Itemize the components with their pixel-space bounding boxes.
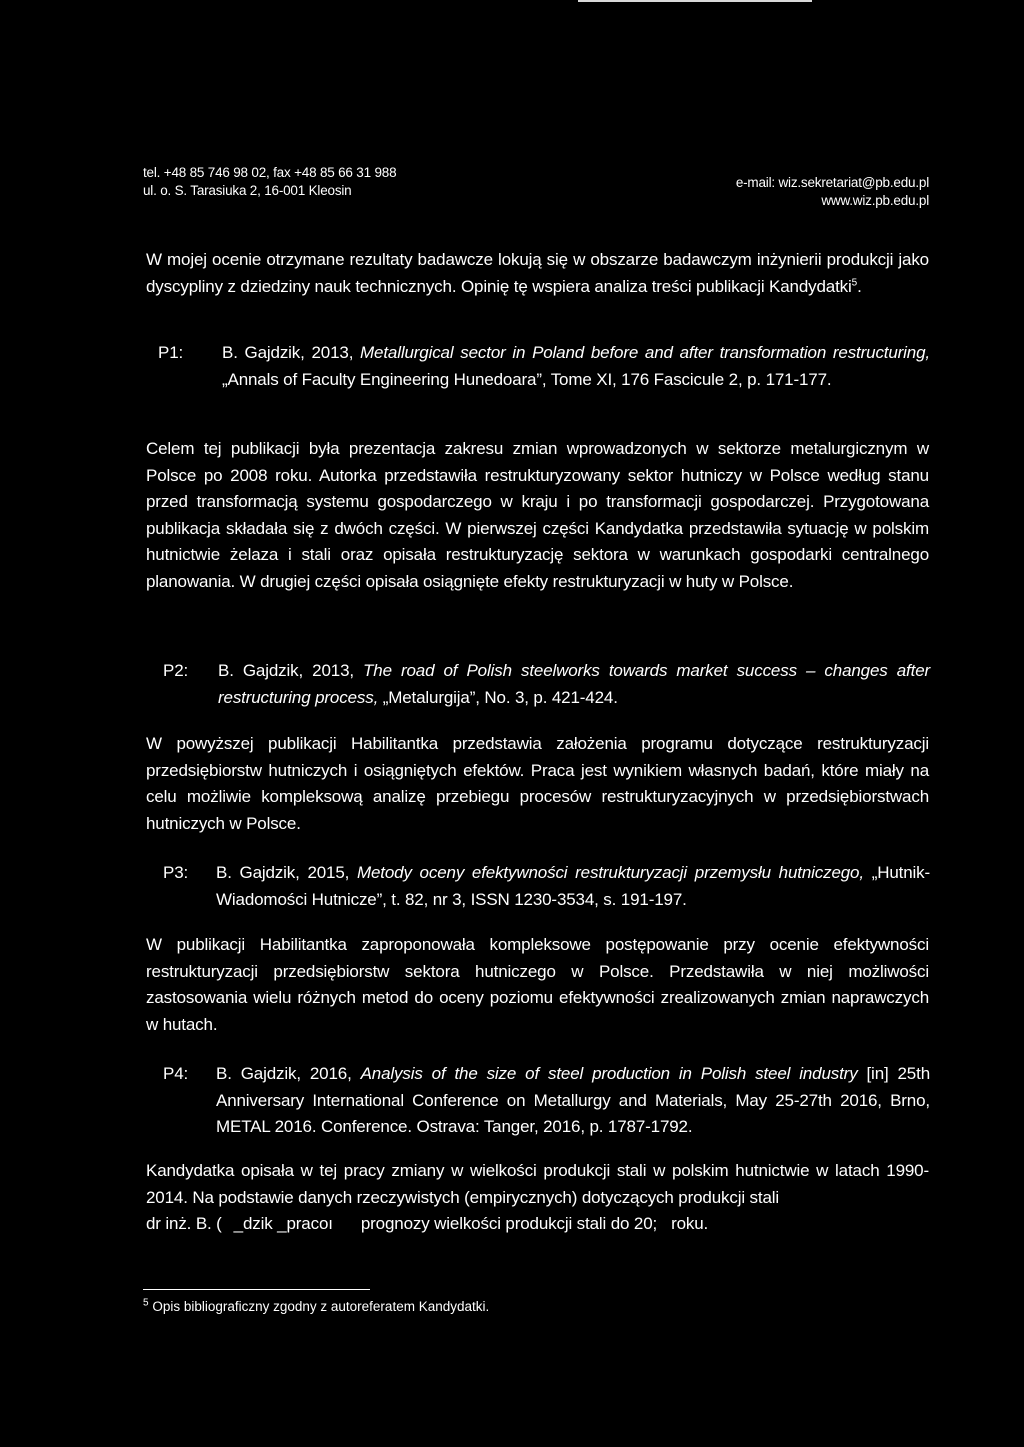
citation-title: Metody oceny efektywności restrukturyzacji przemysłu hutniczego,: [356, 863, 864, 882]
citation-title: The road of Polish steelworks towards market success – changes after restructuring process,: [218, 661, 931, 707]
citation-author: B. Gajdzik, 2016,: [216, 1064, 361, 1083]
publication-p4-comment-last-line: [146, 1211, 929, 1238]
citation-source: „Metalurgija”, No. 3, p. 421-424.: [378, 687, 618, 707]
publication-p4-comment: [146, 1158, 929, 1211]
citation-author: B. Gajdzik, 2013,: [218, 661, 364, 680]
publication-tag: P2:: [163, 661, 189, 680]
publication-citation: [216, 1061, 930, 1141]
publication-p3-comment: W publikacji Habilitantka zaproponowała kompleksowe postępowanie przy ocenie efektywności restrukturyzacji przedsiębiorstw sektora hutniczego w Polsce. Przedstawiła w niej możliwości zastosowania wielu różnych metod do oceny poziomu efektywności zrealizowanych zmian naprawczych w hutach.: [146, 935, 929, 1034]
publication-citation: [222, 340, 930, 393]
intro-paragraph: [146, 247, 929, 300]
citation-author: B. Gajdzik, 2015,: [216, 863, 357, 882]
p4-fragment-1: dr inż. B. (: [146, 1214, 222, 1233]
header-contact-left: [143, 164, 396, 200]
p4-fragment-4: roku.: [671, 1214, 709, 1233]
header-email: e-mail: wiz.sekretariat@pb.edu.pl: [735, 175, 929, 190]
intro-text: W mojej ocenie otrzymane rezultaty badawcze lokują się w obszarze badawczym inżynierii produkcji jako dyscypliny z dziedziny nauk technicznych. Opinię tę wspiera analiza treści publikacji Kandydatki: [146, 250, 929, 296]
citation-source: „Annals of Faculty Engineering Hunedoara”, Tome XI, 176 Fascicule 2, p. 171-177.: [222, 369, 832, 389]
header-address: ul. o. S. Tarasiuka 2, 16-001 Kleosin: [143, 183, 352, 198]
publication-citation: [216, 860, 930, 913]
publication-p1-comment: Celem tej publikacji była prezentacja zakresu zmian wprowadzonych w sektorze metalurgicznym w Polsce po 2008 roku. Autorka przedstawiła restrukturyzowany sektor hutniczy w Polsce według stanu przed transformacją systemu gospodarczego w kraju i po transformacji gospodarczej. Przygotowana publikacja składała się z dwóch części. W pierwszej części Kandydatka przedstawiła sytuację w polskim hutnictwie żelaza i stali oraz opisała restrukturyzację sektora w warunkach gospodarki centralnego planowania. W drugiej części opisała osiągnięte efekty restrukturyzacji w huty w Polsce.: [146, 439, 929, 591]
citation-source: „Hutnik-Wiadomości Hutnicze”, t. 82, nr 3, ISSN 1230-3534, s. 191-197.: [216, 863, 930, 909]
p4-fragment-3: prognozy wielkości produkcji stali do 20;: [360, 1214, 658, 1233]
header-website: www.wiz.pb.edu.pl: [821, 193, 929, 208]
publication-citation: [218, 658, 930, 711]
footnote-ref: 5: [851, 276, 858, 288]
footnote-mark: 5: [143, 1297, 149, 1309]
publication-tag: P1:: [158, 343, 184, 362]
publication-p2-comment: W powyższej publikacji Habilitantka przedstawia założenia programu dotyczące restrukturyzacji przedsiębiorstw hutniczych i osiągniętych efektów. Praca jest wynikiem własnych badań, które miały na celu możliwie kompleksową analizę przebiegu procesów restrukturyzacyjnych w przedsiębiorstwach hutniczych w Polsce.: [146, 734, 929, 833]
citation-title: Analysis of the size of steel production in Polish steel industry: [360, 1064, 858, 1083]
p4-fragment-2: _dzik _pracoı: [233, 1214, 333, 1233]
intro-end: .: [857, 276, 862, 296]
footnote: [143, 1298, 489, 1316]
publication-tag: P4:: [163, 1064, 189, 1083]
p4-comment-text: Kandydatka opisała w tej pracy zmiany w wielkości produkcji stali w polskim hutnictwie w latach 1990-2014. Na podstawie danych rzeczywistych (empirycznych) dotyczących produkcji stali: [146, 1161, 929, 1207]
citation-source: [in] 25th Anniversary International Conference on Metallurgy and Materials, May 25-27th 2016, Brno, METAL 2016. Conference. Ostrava: Tanger, 2016, p. 1787-1792.: [216, 1064, 930, 1136]
header-phone: tel. +48 85 746 98 02, fax +48 85 66 31 988: [143, 165, 397, 180]
footnote-text: Opis bibliograficzny zgodny z autoreferatem Kandydatki.: [148, 1299, 490, 1314]
citation-author: B. Gajdzik, 2013,: [222, 343, 361, 362]
footnote-separator: [143, 1289, 370, 1290]
top-edge-line: [578, 0, 812, 2]
publication-tag: P3:: [163, 863, 189, 882]
citation-title: Metallurgical sector in Poland before and after transformation restructuring,: [360, 343, 930, 362]
header-contact-right: [736, 174, 929, 210]
